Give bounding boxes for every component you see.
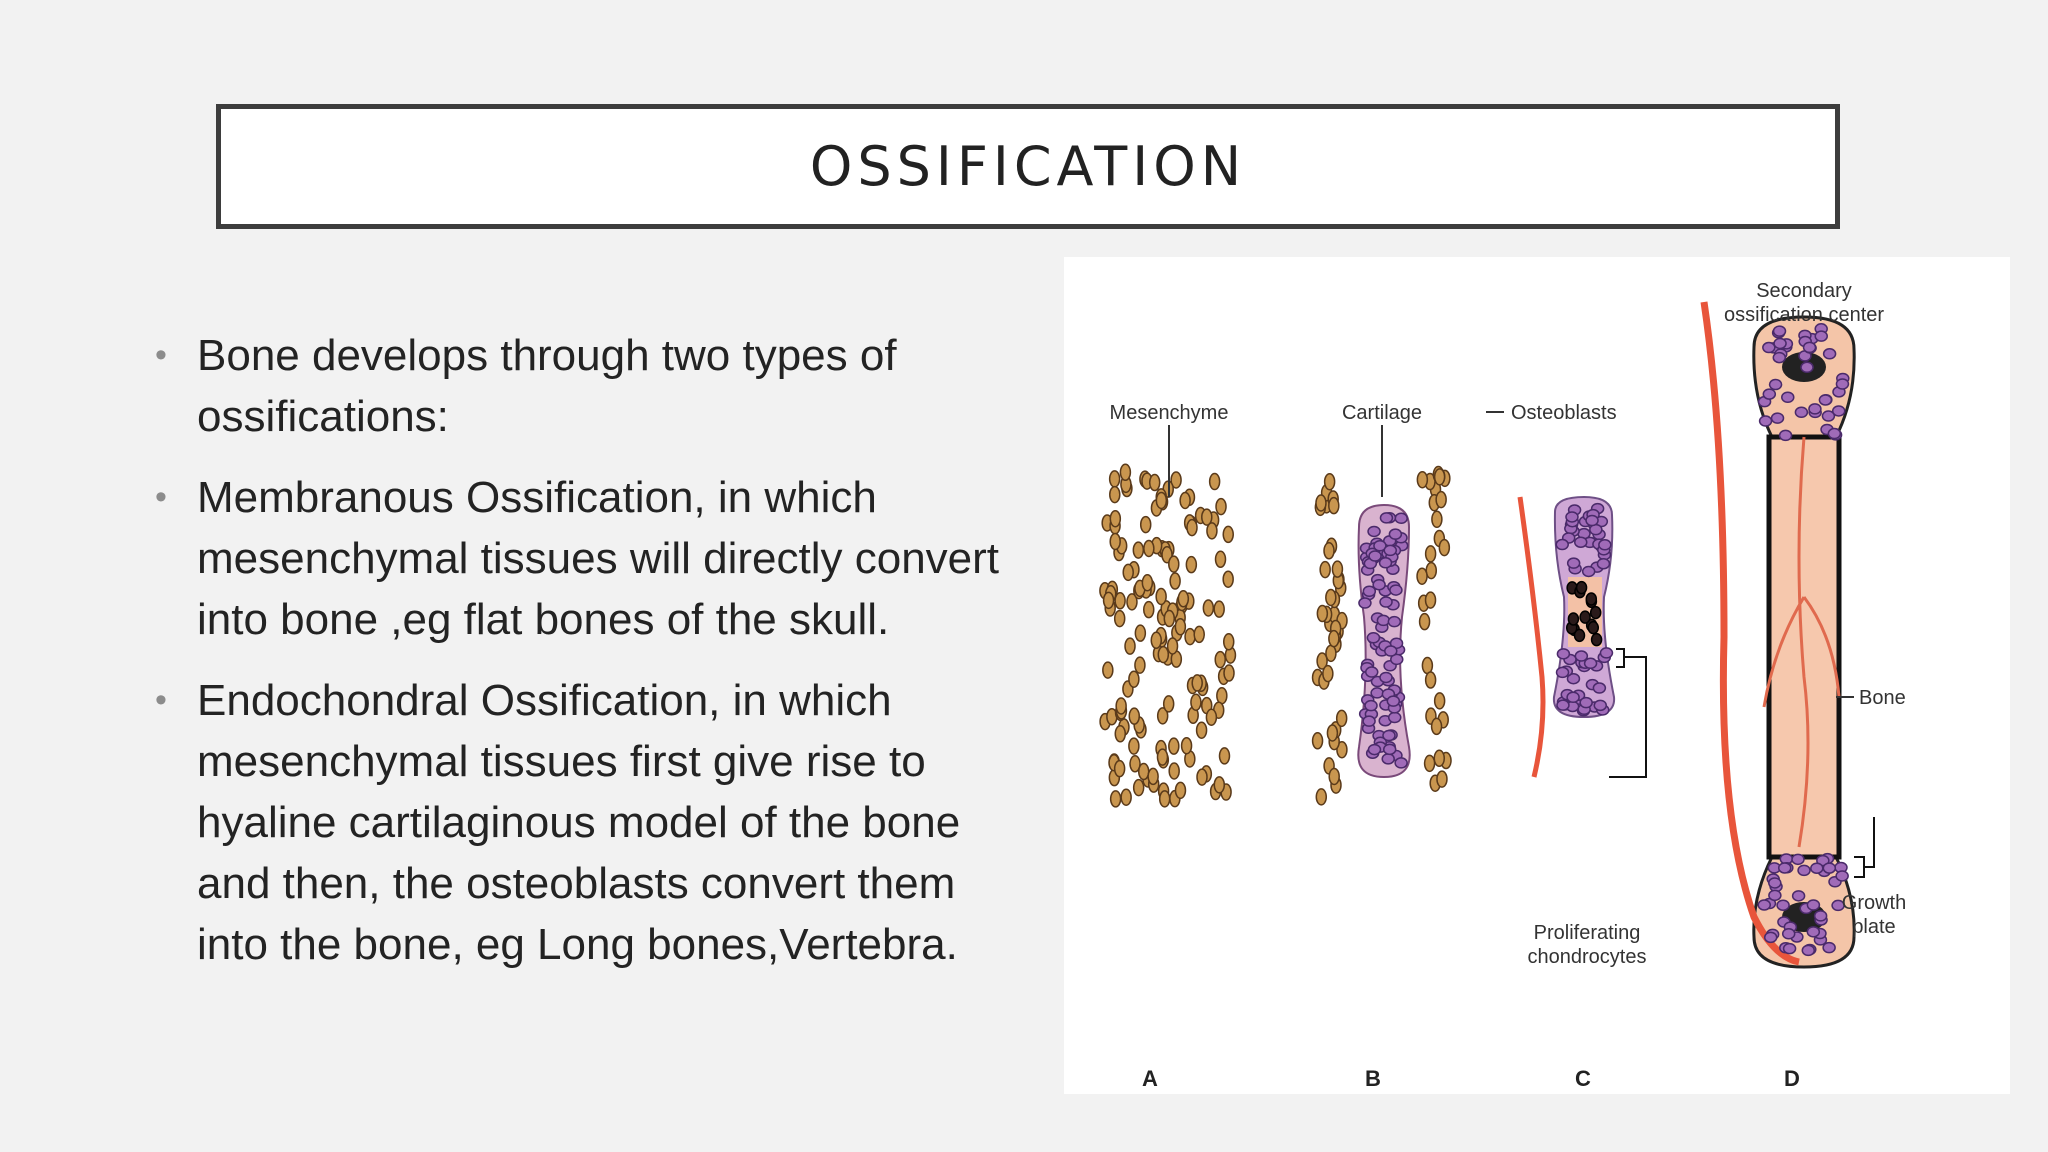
mesenchyme-cell bbox=[1325, 474, 1335, 490]
chondrocyte-cell bbox=[1783, 929, 1795, 939]
mesenchyme-cell bbox=[1110, 471, 1120, 487]
mesenchyme-cell bbox=[1422, 658, 1432, 674]
mesenchyme-cell bbox=[1169, 556, 1179, 572]
label-mesenchyme: Mesenchyme bbox=[1109, 402, 1229, 424]
chondrocyte-cell bbox=[1366, 667, 1378, 677]
chondrocyte-cell bbox=[1770, 380, 1782, 390]
mesenchyme-cell bbox=[1216, 551, 1226, 567]
mesenchyme-cell bbox=[1116, 698, 1126, 714]
mesenchyme-cell bbox=[1316, 495, 1326, 511]
chondrocyte-cell bbox=[1811, 863, 1823, 873]
chondrocyte-cell bbox=[1782, 392, 1794, 402]
mesenchyme-cell bbox=[1175, 619, 1185, 635]
mesenchyme-cell bbox=[1417, 472, 1427, 488]
mesenchyme-cell bbox=[1217, 688, 1227, 704]
mesenchyme-cell bbox=[1175, 782, 1185, 798]
label-cartilage: Cartilage bbox=[1341, 402, 1423, 424]
mesenchyme-cell bbox=[1214, 601, 1224, 617]
chondrocyte-cell bbox=[1777, 900, 1789, 910]
mesenchyme-cell bbox=[1129, 708, 1139, 724]
mesenchyme-cell bbox=[1123, 564, 1133, 580]
osteoblast-cell bbox=[1577, 582, 1587, 594]
chondrocyte-cell bbox=[1763, 343, 1775, 353]
mesenchyme-cell bbox=[1156, 588, 1166, 604]
mesenchyme-cell bbox=[1150, 475, 1160, 491]
mesenchyme-cells bbox=[1100, 464, 1236, 807]
bullet-dot-icon: • bbox=[155, 681, 167, 719]
chondrocyte-cell bbox=[1833, 406, 1845, 416]
mesenchyme-cell bbox=[1129, 671, 1139, 687]
mesenchyme-cell bbox=[1185, 629, 1195, 645]
bracket-growth bbox=[1854, 817, 1874, 877]
mesenchyme-cell bbox=[1329, 498, 1339, 514]
mesenchyme-cell bbox=[1210, 474, 1220, 490]
chondrocyte-cell bbox=[1793, 891, 1805, 901]
panel-label-b: B bbox=[1365, 1066, 1381, 1091]
mesenchyme-cell bbox=[1182, 738, 1192, 754]
mesenchyme-cell bbox=[1191, 694, 1201, 710]
chondrocyte-cell bbox=[1359, 598, 1371, 608]
ossification-diagram bbox=[1064, 257, 2010, 1094]
mesenchyme-cell bbox=[1180, 492, 1190, 508]
mesenchyme-cell bbox=[1332, 561, 1342, 577]
chondrocyte-cell bbox=[1772, 413, 1784, 423]
chondrocyte-cell bbox=[1367, 633, 1379, 643]
chondrocyte-cell bbox=[1583, 566, 1595, 576]
chondrocyte-cell bbox=[1363, 586, 1375, 596]
bullet-item bbox=[155, 325, 1035, 447]
mesenchyme-cell bbox=[1151, 632, 1161, 648]
chondrocyte-cell bbox=[1387, 696, 1399, 706]
chondrocyte-cell bbox=[1566, 512, 1578, 522]
mesenchyme-cell bbox=[1129, 738, 1139, 754]
chondrocyte-cell bbox=[1773, 353, 1785, 363]
mesenchyme-cell bbox=[1219, 748, 1229, 764]
mesenchyme-cell bbox=[1103, 662, 1113, 678]
bullet-text: Endochondral Ossification, in which mesenchymal tissues first give rise to hyaline cartilaginous model of the bone and then, the osteoblasts convert them into the bone, eg Long bones,Vertebra. bbox=[197, 676, 961, 969]
chondrocyte-cell bbox=[1389, 712, 1401, 722]
chondrocyte-cell bbox=[1363, 716, 1375, 726]
osteoblast-cell bbox=[1592, 634, 1602, 646]
mesenchyme-cell bbox=[1134, 780, 1144, 796]
chondrocyte-cell bbox=[1369, 551, 1381, 561]
mesenchyme-cell bbox=[1207, 523, 1217, 539]
label-osteoblasts: Osteoblasts bbox=[1511, 402, 1617, 424]
bullet-text: Bone develops through two types of ossifications: bbox=[197, 331, 897, 441]
label-prolif-2: chondrocytes bbox=[1527, 946, 1647, 968]
panel-label-a: A bbox=[1142, 1066, 1158, 1091]
mesenchyme-cell bbox=[1323, 666, 1333, 682]
bullet-list bbox=[155, 325, 1035, 995]
mesenchyme-cell bbox=[1326, 589, 1336, 605]
mesenchyme-cell bbox=[1439, 540, 1449, 556]
osteoblast-cell bbox=[1586, 593, 1596, 605]
mesenchyme-cell bbox=[1115, 593, 1125, 609]
mesenchyme-cell bbox=[1160, 791, 1170, 807]
mesenchyme-cell bbox=[1142, 575, 1152, 591]
chondrocyte-cell bbox=[1804, 342, 1816, 352]
chondrocyte-cell bbox=[1774, 326, 1786, 336]
mesenchyme-cell bbox=[1420, 614, 1430, 630]
panel-label-c: C bbox=[1575, 1066, 1591, 1091]
mesenchyme-cell bbox=[1316, 789, 1326, 805]
mesenchyme-cell bbox=[1216, 499, 1226, 515]
chondrocyte-cell bbox=[1380, 597, 1392, 607]
mesenchyme-cell bbox=[1135, 625, 1145, 641]
mesenchyme-cell bbox=[1115, 726, 1125, 742]
bracket-prolif bbox=[1609, 649, 1646, 777]
chondrocyte-cell bbox=[1557, 700, 1569, 710]
mesenchyme-cell bbox=[1215, 652, 1225, 668]
chondrocyte-cell bbox=[1815, 331, 1827, 341]
mesenchyme-cell bbox=[1135, 657, 1145, 673]
osteoblast-cell bbox=[1588, 622, 1598, 634]
chondrocyte-cell bbox=[1780, 430, 1792, 440]
chondrocyte-cell bbox=[1763, 389, 1775, 399]
label-bone: Bone bbox=[1859, 687, 1906, 709]
label-secondary-1: Secondary bbox=[1756, 280, 1852, 302]
mesenchyme-cell bbox=[1425, 755, 1435, 771]
mesenchyme-cell bbox=[1224, 665, 1234, 681]
chondrocyte-cell bbox=[1836, 871, 1848, 881]
mesenchyme-cell bbox=[1178, 591, 1188, 607]
ossification-figure bbox=[1064, 257, 2010, 1094]
chondrocyte-cell bbox=[1597, 559, 1609, 569]
chondrocyte-cell bbox=[1599, 540, 1611, 550]
chondrocyte-cell bbox=[1390, 585, 1402, 595]
chondrocyte-cell bbox=[1389, 529, 1401, 539]
bullet-text: Membranous Ossification, in which mesenchymal tissues will directly convert into bone ,eg flat bones of the skull. bbox=[197, 473, 1000, 644]
mesenchyme-cell bbox=[1206, 709, 1216, 725]
chondrocyte-cell bbox=[1760, 416, 1772, 426]
chondrocyte-cell bbox=[1395, 758, 1407, 768]
chondrocyte-cell bbox=[1593, 683, 1605, 693]
chondrocyte-cell bbox=[1556, 540, 1568, 550]
bullet-item bbox=[155, 467, 1035, 650]
mesenchyme-cell bbox=[1317, 606, 1327, 622]
mesenchyme-cell bbox=[1223, 526, 1233, 542]
chondrocyte-cell bbox=[1568, 558, 1580, 568]
mesenchyme-cell bbox=[1203, 600, 1213, 616]
mesenchyme-cell bbox=[1313, 733, 1323, 749]
chondrocyte-cell bbox=[1384, 744, 1396, 754]
mesenchyme-cell bbox=[1111, 791, 1121, 807]
mesenchyme-cell bbox=[1158, 647, 1168, 663]
chondrocyte-cell bbox=[1380, 558, 1392, 568]
chondrocyte-cell bbox=[1784, 944, 1796, 954]
mesenchyme-cell bbox=[1148, 768, 1158, 784]
chondrocyte-cell bbox=[1575, 537, 1587, 547]
mesenchyme-cell bbox=[1426, 672, 1436, 688]
mesenchyme-cell bbox=[1435, 693, 1445, 709]
bullet-dot-icon: • bbox=[155, 478, 167, 516]
mesenchyme-cell bbox=[1435, 469, 1445, 485]
chondrocyte-cell bbox=[1769, 878, 1781, 888]
mesenchyme-cell bbox=[1337, 710, 1347, 726]
mesenchyme-cell bbox=[1426, 546, 1436, 562]
chondrocyte-cell bbox=[1377, 615, 1389, 625]
mesenchyme-cell bbox=[1157, 749, 1167, 765]
mesenchyme-cell bbox=[1186, 557, 1196, 573]
chondrocyte-cell bbox=[1807, 900, 1819, 910]
panel-label-d: D bbox=[1784, 1066, 1800, 1091]
chondrocyte-cell bbox=[1765, 932, 1777, 942]
mesenchyme-cell bbox=[1194, 626, 1204, 642]
mesenchyme-cell bbox=[1164, 611, 1174, 627]
mesenchyme-cell bbox=[1223, 571, 1233, 587]
chondrocyte-cell bbox=[1815, 911, 1827, 921]
chondrocyte-cell bbox=[1795, 407, 1807, 417]
mesenchyme-cell bbox=[1156, 492, 1166, 508]
chondrocyte-cell bbox=[1836, 379, 1848, 389]
chondrocyte-cell bbox=[1557, 649, 1569, 659]
mesenchyme-cell bbox=[1170, 573, 1180, 589]
slide-title: OSSIFICATION bbox=[809, 135, 1247, 198]
chondrocyte-cell bbox=[1801, 362, 1813, 372]
mesenchyme-cell bbox=[1133, 542, 1143, 558]
mesenchyme-cell bbox=[1110, 487, 1120, 503]
chondrocyte-cell bbox=[1594, 700, 1606, 710]
chondrocyte-cell bbox=[1828, 429, 1840, 439]
chondrocyte-cell bbox=[1395, 513, 1407, 523]
chondrocyte-cell bbox=[1792, 854, 1804, 864]
label-growth-2: plate bbox=[1852, 916, 1896, 938]
chondrocyte-cell bbox=[1586, 516, 1598, 526]
chondrocyte-cell bbox=[1802, 945, 1814, 955]
mesenchyme-cell bbox=[1164, 696, 1174, 712]
chondrocyte-cell bbox=[1368, 526, 1380, 536]
bullet-dot-icon: • bbox=[155, 336, 167, 374]
mesenchyme-cell bbox=[1432, 511, 1442, 527]
chondrocyte-cell bbox=[1798, 865, 1810, 875]
chondrocyte-cell bbox=[1380, 672, 1392, 682]
label-growth-1: Growth bbox=[1841, 892, 1907, 914]
chondrocyte-cell bbox=[1769, 890, 1781, 900]
chondrocyte-cell bbox=[1807, 927, 1819, 937]
chondrocyte-cell bbox=[1824, 349, 1836, 359]
chondrocyte-cell bbox=[1774, 338, 1786, 348]
chondrocyte-cell bbox=[1779, 863, 1791, 873]
osteoblast-cell bbox=[1580, 611, 1590, 623]
chondrocyte-cell bbox=[1365, 701, 1377, 711]
mesenchyme-cell bbox=[1168, 638, 1178, 654]
mesenchyme-cell bbox=[1214, 777, 1224, 793]
mesenchyme-cell bbox=[1327, 725, 1337, 741]
chondrocyte-cell bbox=[1368, 745, 1380, 755]
chondrocyte-cell bbox=[1383, 730, 1395, 740]
chondrocyte-cell bbox=[1600, 648, 1612, 658]
mesenchyme-cell bbox=[1324, 543, 1334, 559]
chondrocyte-cell bbox=[1388, 617, 1400, 627]
mesenchyme-cell bbox=[1426, 592, 1436, 608]
chondrocyte-cell bbox=[1380, 513, 1392, 523]
mesenchyme-cell bbox=[1125, 638, 1135, 654]
mesenchyme-cell bbox=[1432, 718, 1442, 734]
label-secondary-2: ossification center bbox=[1723, 304, 1885, 326]
mesenchyme-cell bbox=[1329, 631, 1339, 647]
mesenchyme-cell bbox=[1144, 602, 1154, 618]
chondrocyte-cell bbox=[1758, 900, 1770, 910]
mesenchyme-cell bbox=[1434, 750, 1444, 766]
mesenchyme-cell bbox=[1139, 764, 1149, 780]
mesenchyme-cell bbox=[1197, 722, 1207, 738]
osteoblast-cell bbox=[1591, 607, 1601, 619]
chondrocyte-cell bbox=[1384, 545, 1396, 555]
mesenchyme-cell bbox=[1110, 511, 1120, 527]
title-box bbox=[216, 104, 1840, 229]
chondrocyte-cell bbox=[1823, 863, 1835, 873]
osteoblast-cell bbox=[1568, 613, 1578, 625]
chondrocyte-cell bbox=[1382, 754, 1394, 764]
mesenchyme-cell bbox=[1187, 520, 1197, 536]
mesenchyme-cell bbox=[1115, 761, 1125, 777]
mesenchyme-cell bbox=[1141, 517, 1151, 533]
mesenchyme-cell bbox=[1120, 464, 1130, 480]
chondrocyte-cell bbox=[1567, 692, 1579, 702]
chondrocyte-cell bbox=[1385, 646, 1397, 656]
mesenchyme-cell bbox=[1110, 533, 1120, 549]
mesenchyme-cell bbox=[1144, 540, 1154, 556]
mesenchyme-cell bbox=[1417, 568, 1427, 584]
mesenchyme-cell bbox=[1169, 763, 1179, 779]
mesenchyme-cell bbox=[1224, 634, 1234, 650]
mesenchyme-cell bbox=[1436, 492, 1446, 508]
chondrocyte-cell bbox=[1809, 404, 1821, 414]
mesenchyme-cell bbox=[1437, 771, 1447, 787]
mesenchyme-cell bbox=[1121, 789, 1131, 805]
bullet-item bbox=[155, 670, 1035, 975]
mesenchyme-cell bbox=[1104, 592, 1114, 608]
mesenchyme-cell bbox=[1329, 768, 1339, 784]
mesenchyme-cell bbox=[1197, 769, 1207, 785]
chondrocyte-cell bbox=[1580, 698, 1592, 708]
blood-vessel-c bbox=[1520, 497, 1543, 777]
label-prolif-1: Proliferating bbox=[1533, 922, 1641, 944]
mesenchyme-cell bbox=[1192, 675, 1202, 691]
chondrocyte-cell bbox=[1585, 658, 1597, 668]
mesenchyme-cell bbox=[1169, 738, 1179, 754]
mesenchyme-cell bbox=[1115, 611, 1125, 627]
chondrocyte-cell bbox=[1557, 667, 1569, 677]
mesenchyme-cell bbox=[1320, 562, 1330, 578]
chondrocyte-cell bbox=[1819, 395, 1831, 405]
